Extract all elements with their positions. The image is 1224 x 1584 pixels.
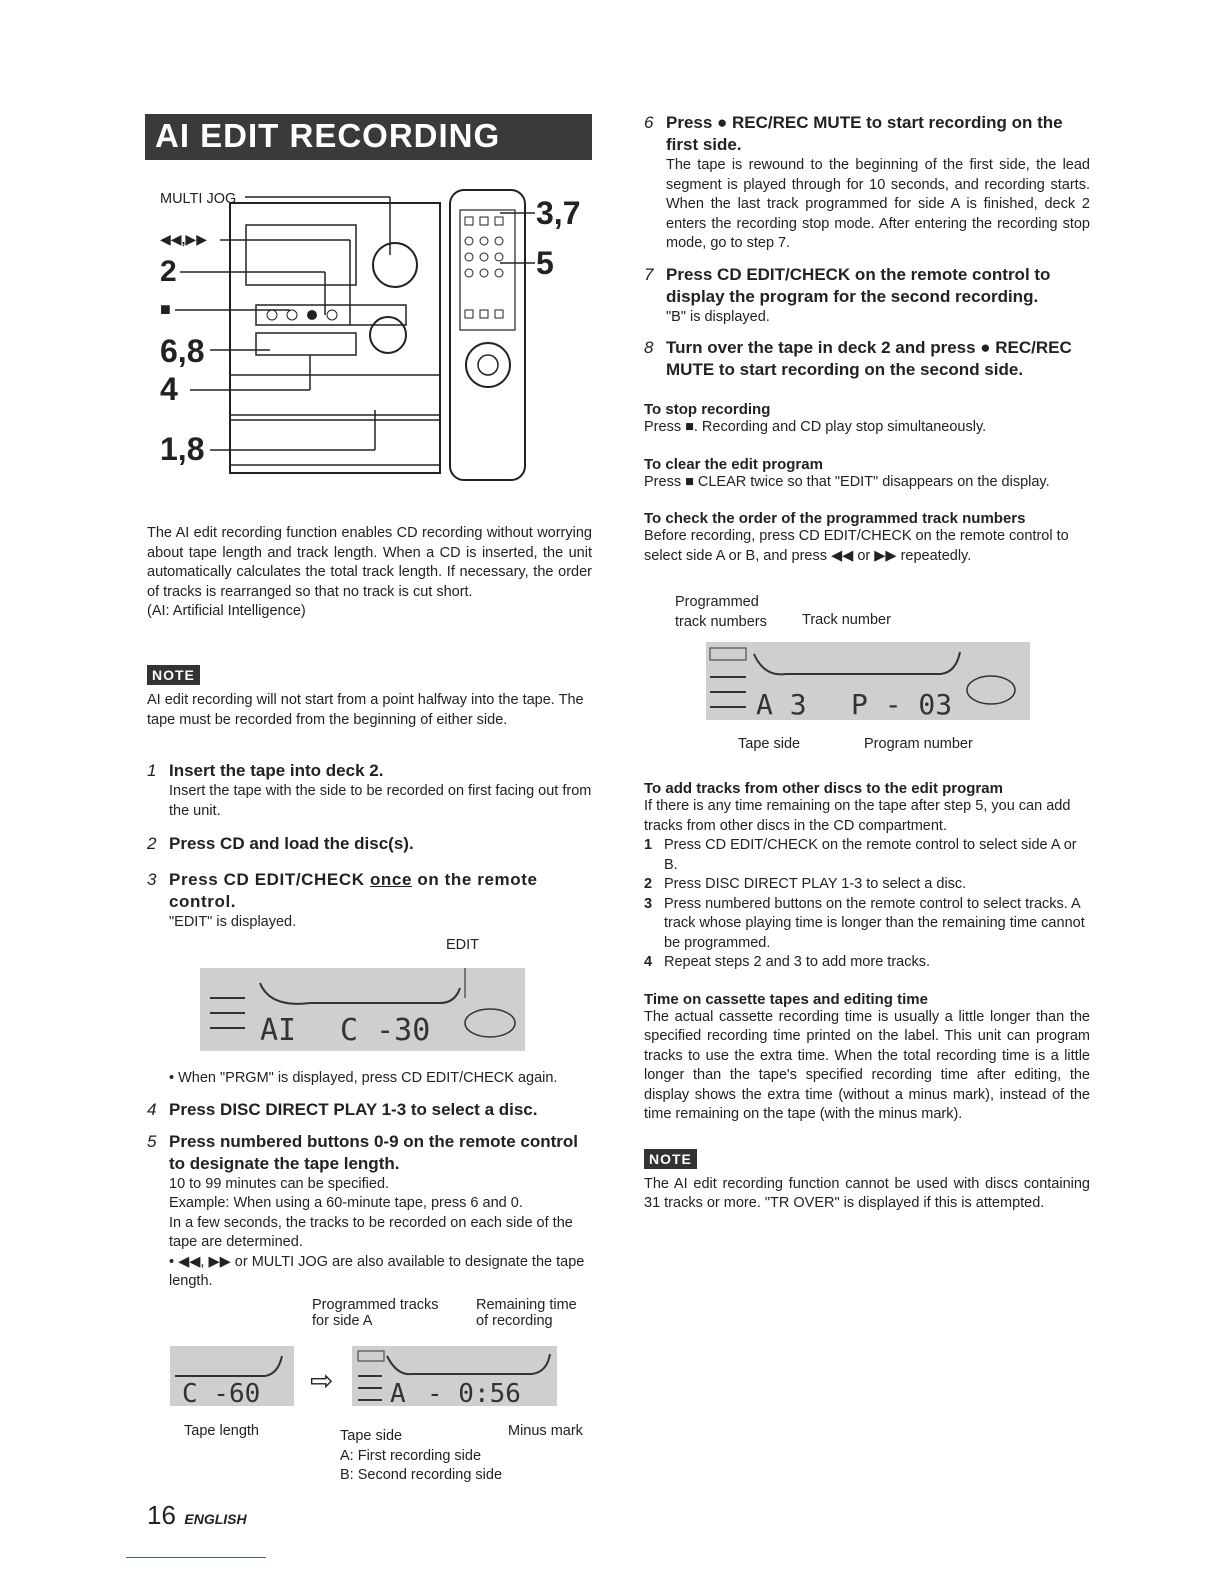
check-order-body: Before recording, press CD EDIT/CHECK on the remote control to select side A or B, and press ◀◀ or ▶▶ repeatedly. [644, 528, 1069, 564]
svg-text:- 0:56: - 0:56 [427, 1379, 521, 1406]
step-2-title: 2 Press CD and load the disc(s). [147, 834, 414, 853]
label-6-8: 6,8 [160, 333, 205, 369]
label-1-8: 1,8 [160, 431, 205, 467]
lcd-tape-length-graphic [170, 1346, 294, 1406]
right-lower [644, 780, 1090, 1214]
note-1-text: AI edit recording will not start from a point halfway into the tape. The tape must be recorded from the beginning of either side. [147, 692, 584, 728]
list-item: 3 Press numbered buttons on the remote control to select tracks. A track whose playing time is longer than the remaining time cannot be programmed. [644, 895, 1085, 951]
edit-label: EDIT [446, 937, 480, 953]
note-badge: NOTE [147, 665, 200, 685]
step-3-bullet: • When "PRGM" is displayed, press CD EDIT/CHECK again. [169, 1070, 558, 1086]
svg-text:C -60: C -60 [182, 1379, 261, 1406]
edit-display [200, 968, 525, 1051]
add-tracks-list [644, 836, 1090, 973]
label-stop: ■ [160, 299, 171, 319]
steps-left [147, 760, 595, 933]
stop-recording-body: Press ■. Recording and CD play stop simultaneously. [644, 419, 987, 435]
display-side-a [352, 1346, 557, 1406]
label-track-number: Track number [802, 612, 891, 628]
note-badge: NOTE [644, 1149, 697, 1169]
note-2-text: The AI edit recording function cannot be used with discs containing 31 tracks or more. "TR OVER" is displayed if this is attempted. [644, 1175, 1090, 1211]
svg-text:AI: AI [260, 1013, 297, 1048]
arrow-icon: ⇨ [310, 1365, 334, 1396]
time-editing-heading: Time on cassette tapes and editing time [644, 990, 928, 1008]
note-2 [644, 1151, 1090, 1214]
lcd-edit-graphic [200, 968, 525, 1051]
stereo-and-remote-illustration [150, 185, 600, 495]
step-5-title: 5 Press numbered buttons 0-9 on the remote control to designate the tape length. [147, 1131, 579, 1173]
display-tape-length [170, 1346, 294, 1406]
time-editing-body: The actual cassette recording time is usually a little longer than the specified recording time printed on the label. This unit can program tracks to use the extra time. When the total recording time is a little longer than the tape's specified recording time after editing, the display shows the extra time (without a minus mark), instead of the time remaining on the tape (with the minus mark). [644, 1008, 1090, 1122]
svg-text:A: A [390, 1379, 406, 1406]
lcd-side-a-graphic [352, 1346, 557, 1406]
label-skip: ◀◀,▶▶ [160, 231, 207, 247]
clear-edit-heading: To clear the edit program [644, 455, 823, 473]
step-4-title: 4 Press DISC DIRECT PLAY 1-3 to select a disc. [147, 1099, 538, 1119]
step-7-body: "B" is displayed. [666, 308, 770, 325]
clear-edit-body: Press ■ CLEAR twice so that "EDIT" disappears on the display. [644, 473, 1050, 490]
section-title-bar [145, 114, 592, 160]
check-order-heading: To check the order of the programmed track numbers [644, 510, 1026, 527]
svg-text:A 3: A 3 [756, 688, 807, 720]
step-6-body: The tape is rewound to the beginning of the first side, the lead segment is played through for 10 seconds, and recording starts. When the last track programmed for side A is finished, deck 2 enters the recording stop mode. After entering the recording stop mode, go to step 7. [666, 157, 1090, 251]
label-program-number: Program number [864, 736, 973, 752]
page-footer [147, 1500, 247, 1531]
list-item: 1 Press CD EDIT/CHECK on the remote control to select side A or B. [644, 837, 1077, 873]
list-item: 4 Repeat steps 2 and 3 to add more tracks. [644, 954, 930, 970]
intro-paragraph [147, 524, 592, 622]
tape-side-legend: Tape side A: First recording side B: Second recording side [340, 1428, 503, 1483]
steps-left-2 [147, 1069, 595, 1292]
step-5-body: 10 to 99 minutes can be specified. Example: When using a 60-minute tape, press 6 and 0. In a few seconds, the tracks to be recorded on each side of the tape are determined. • ◀◀, ▶▶ or MULTI JOG are also available to designate the tape length. [169, 1175, 585, 1289]
add-tracks-heading: To add tracks from other discs to the edit program [644, 780, 1003, 797]
label-5: 5 [536, 245, 554, 281]
label-3-7: 3,7 [536, 195, 581, 231]
steps-right [644, 112, 1090, 566]
label-multi-jog: MULTI JOG [160, 191, 237, 207]
stop-recording-heading: To stop recording [644, 401, 771, 418]
label-2: 2 [160, 255, 177, 288]
bottom-rule [126, 1557, 266, 1558]
step-3-title: 3 Press CD EDIT/CHECK once on the remote control. [147, 870, 538, 911]
label-programmed-track-numbers: Programmed track numbers [675, 594, 767, 630]
step-1-title: 1 Insert the tape into deck 2. [147, 761, 384, 780]
intro-text: The AI edit recording function enables CD recording without worrying about tape length and track length. When a CD is inserted, the unit automatically calculates the total track length. If necessary, the order of tracks is rearranged so that no track is cut short. [147, 525, 592, 600]
step-8-title: 8 Turn over the tape in deck 2 and press ● REC/REC MUTE to start recording on the second side. [644, 338, 1072, 379]
step-6-title: 6 Press ● REC/REC MUTE to start recording on the first side. [644, 113, 1063, 154]
svg-text:C -30: C -30 [340, 1013, 431, 1048]
svg-text:P - 03: P - 03 [851, 688, 953, 720]
label-tape-side-right: Tape side [738, 736, 801, 752]
label-tape-length: Tape length [184, 1423, 259, 1439]
step-1-body: Insert the tape with the side to be recorded on first facing out from the unit. [169, 783, 592, 819]
device-diagram [150, 185, 600, 495]
label-programmed-tracks: Programmed tracks for side A [312, 1297, 439, 1329]
page-number: 16 [147, 1500, 176, 1530]
intro-ai-definition: (AI: Artificial Intelligence) [147, 603, 306, 619]
step-7-title: 7 Press CD EDIT/CHECK on the remote control to display the program for the second recording. [644, 264, 1051, 306]
display-check-order [706, 642, 1030, 720]
lcd-check-order-graphic [706, 642, 1030, 720]
list-item: 2 Press DISC DIRECT PLAY 1-3 to select a disc. [644, 876, 967, 892]
label-remaining-time: Remaining time of recording [476, 1297, 577, 1329]
step-3-body: "EDIT" is displayed. [169, 914, 297, 930]
add-tracks-body: If there is any time remaining on the tape after step 5, you can add tracks from other discs in the CD compartment. [644, 798, 1071, 834]
note-1 [147, 667, 597, 730]
label-minus-mark: Minus mark [508, 1423, 583, 1439]
section-title: AI EDIT RECORDING [155, 117, 501, 154]
footer-language: ENGLISH [184, 1511, 247, 1527]
label-4: 4 [160, 371, 178, 407]
